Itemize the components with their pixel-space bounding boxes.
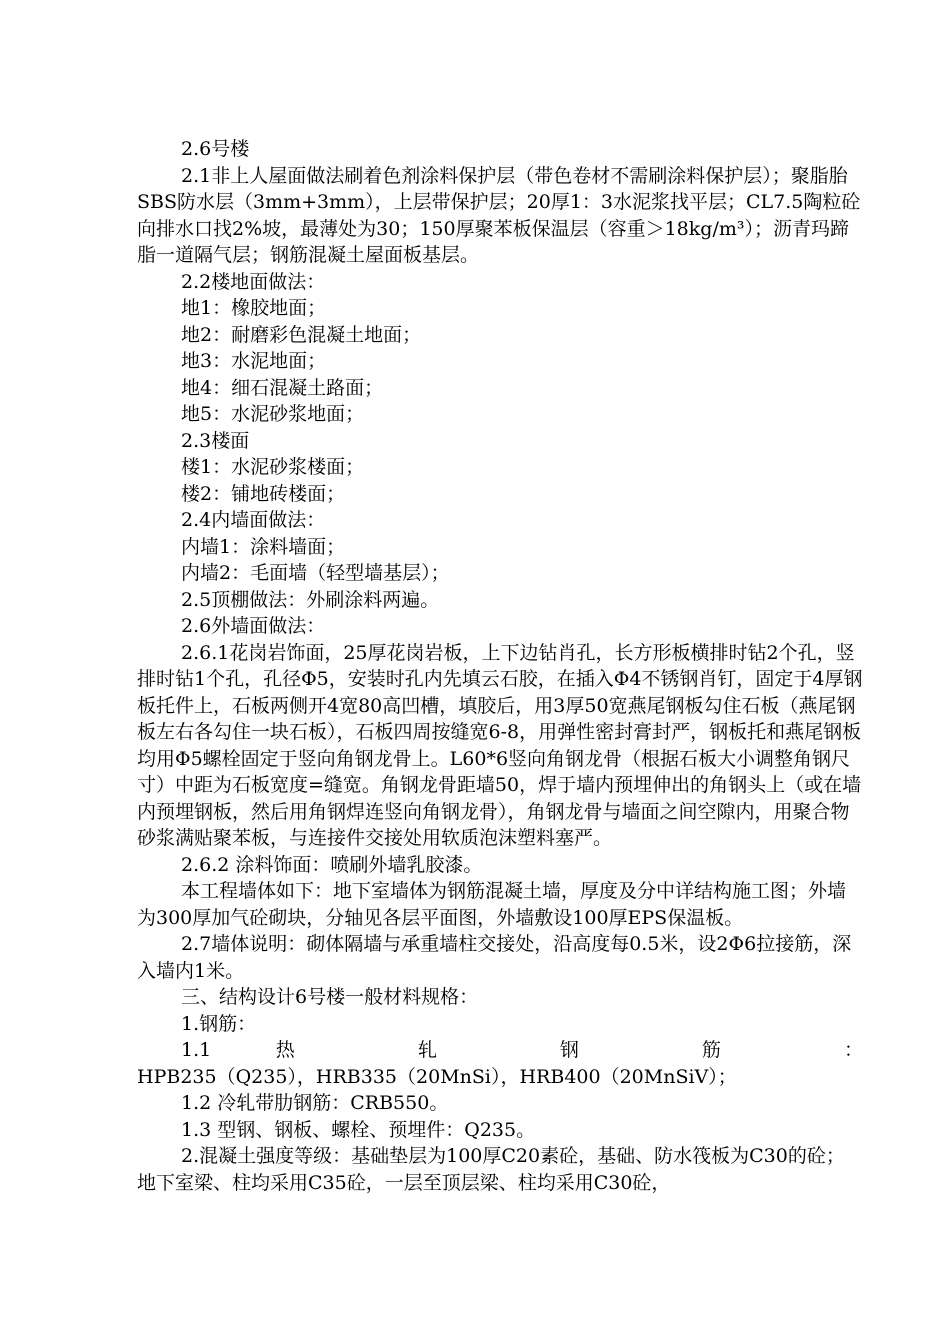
paragraph-paint-finish: 2.6.2 涂料饰面：喷刷外墙乳胶漆。: [181, 853, 483, 876]
list-item-floor-4: 地4：细石混凝土路面；: [181, 376, 384, 399]
list-item-floor-5: 地5：水泥砂浆地面；: [181, 403, 365, 425]
paragraph-wall-description: 本工程墙体如下：地下室墙体为钢筋混凝土墙，厚度及分中详结构施工图；外墙为300厚加气砼砌块，分轴见各层平面图，外墙敷设100厚EPS保温板。: [137, 880, 847, 929]
document-body: [137, 136, 863, 1196]
heading-exterior-wall: 2.6外墙面做法：: [181, 615, 326, 637]
paragraph-concrete-grade: 2.混凝土强度等级：基础垫层为100厚C20素砼，基础、防水筏板为C30的砼；地下室梁、柱均采用C35砼，一层至顶层梁、柱均采用C30砼，: [137, 1145, 845, 1194]
list-item-storey-2: 楼2：铺地砖楼面；: [181, 482, 346, 505]
list-item-interior-wall-2: 内墙2：毛面墙（轻型墙基层）；: [181, 562, 450, 584]
paragraph-ceiling-method: 2.5顶棚做法：外刷涂料两遍。: [181, 588, 440, 611]
heading-structural-materials: 三、结构设计6号楼一般材料规格：: [181, 986, 479, 1008]
heading-floor-surface: 2.3楼面: [181, 429, 250, 452]
heading-floor-method: 2.2楼地面做法：: [181, 270, 326, 293]
list-item-floor-3: 地3：水泥地面；: [181, 350, 327, 372]
list-item-interior-wall-1: 内墙1：涂料墙面；: [181, 535, 346, 558]
list-item-storey-1: 楼1：水泥砂浆楼面；: [181, 456, 365, 478]
paragraph-steel-sections: 1.3 型钢、钢板、螺栓、预埋件：Q235。: [181, 1118, 536, 1141]
paragraph-hot-rolled-rebar: 1.1 热 轧 钢 筋 ：: [181, 1039, 863, 1061]
paragraph-rebar-grades: HPB235（Q235），HRB335（20MnSi），HRB400（20MnSiV）；: [137, 1065, 737, 1088]
list-item-floor-1: 地1：橡胶地面；: [181, 297, 327, 319]
paragraph-granite-finish: 2.6.1花岗岩饰面，25厚花岗岩板，上下边钻肖孔，长方形板横排时钻2个孔，竖排时钻1个孔，孔径Φ5，安装时孔内先填云石胶，在插入Φ4不锈钢肖钉，固定于4厚钢板托件上，石板两侧开4宽80高凹槽，填胶后，用3厚50宽燕尾钢板勾住石板（燕尾钢板左右各勾住一块石板），石板四周按缝宽6-8，用弹性密封膏封严，钢板托和燕尾钢板均用Φ5螺栓固定于竖向角钢龙骨上。L60*6竖向角钢龙骨（根据石板大小调整角钢尺寸）中距为石板宽度=缝宽。角钢龙骨距墙50，焊于墙内预埋伸出的角钢头上（或在墙内预埋钢板，然后用角钢焊连竖向角钢龙骨），角钢龙骨与墙面之间空隙内，用聚合物砂浆满贴聚苯板，与连接件交接处用软质泡沫塑料塞严。: [137, 641, 863, 849]
paragraph-roof-method: 2.1非上人屋面做法刷着色剂涂料保护层（带色卷材不需刷涂料保护层）；聚脂胎SBS防水层（3mm+3mm），上层带保护层；20厚1：3水泥浆找平层；CL7.5陶粒砼向排水口找2%坡，最薄处为30；150厚聚苯板保温层（容重＞18kg/m³）；沥青玛蹄脂一道隔气层；钢筋混凝土屋面板基层。: [137, 164, 861, 266]
heading-rebar: 1.钢筋：: [181, 1012, 257, 1035]
paragraph-wall-notes: 2.7墙体说明：砌体隔墙与承重墙柱交接处，沿高度每0.5米，设2Φ6拉接筋，深入墙内1米。: [137, 933, 852, 982]
list-item-floor-2: 地2：耐磨彩色混凝土地面；: [181, 323, 422, 346]
heading-building-6: 2.6号楼: [181, 138, 250, 160]
heading-interior-wall: 2.4内墙面做法：: [181, 509, 326, 531]
paragraph-cold-rolled-rebar: 1.2 冷轧带肋钢筋：CRB550。: [181, 1092, 449, 1114]
